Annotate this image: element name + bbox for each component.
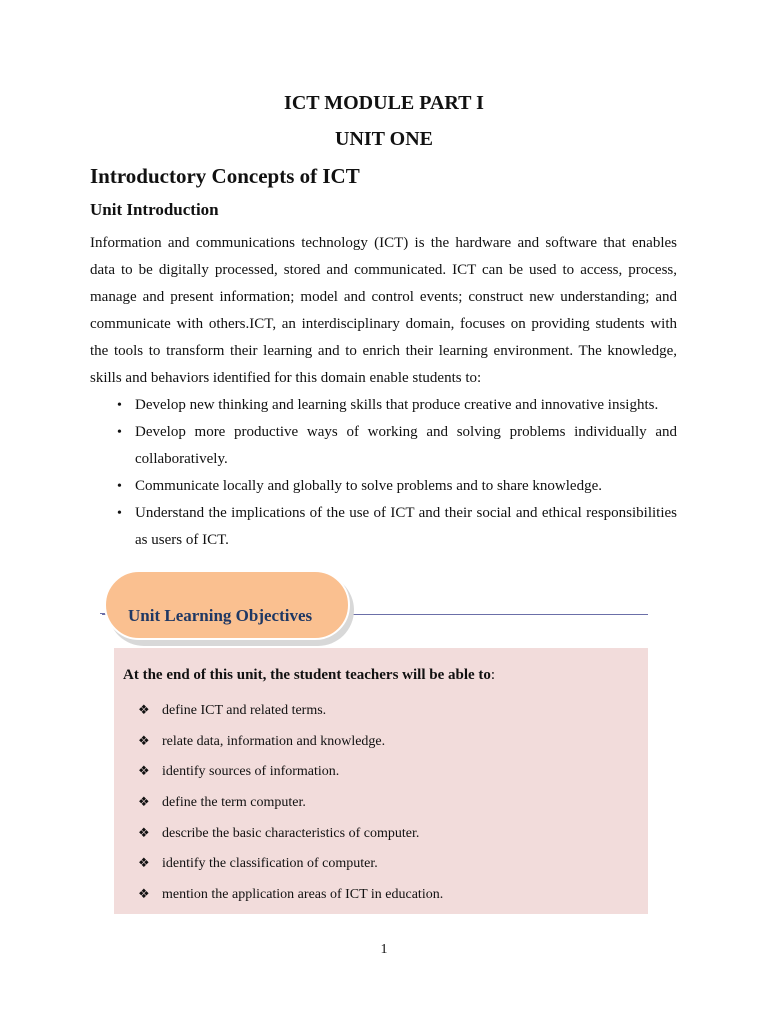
objectives-lead-colon: : xyxy=(490,667,496,683)
objective-item xyxy=(138,880,443,911)
objective-item xyxy=(138,757,443,788)
bullet-icon: • xyxy=(117,479,122,494)
list-item xyxy=(90,473,677,500)
list-item-text: Develop more productive ways of working and solving problems individually and collaboratively. xyxy=(135,424,677,467)
diamond-bullet-icon: ❖ xyxy=(138,764,150,780)
objective-item xyxy=(138,696,443,727)
intro-bullet-list xyxy=(90,392,677,554)
list-item xyxy=(90,500,677,554)
objective-text: mention the application areas of ICT in education. xyxy=(162,887,444,903)
diamond-bullet-icon: ❖ xyxy=(138,795,150,811)
list-item-text: Communicate locally and globally to solve problems and to share knowledge. xyxy=(135,478,602,494)
diamond-bullet-icon: ❖ xyxy=(138,733,150,749)
bullet-icon: • xyxy=(117,398,122,413)
diamond-bullet-icon: ❖ xyxy=(138,887,150,903)
objective-item xyxy=(138,849,443,880)
list-item xyxy=(90,419,677,473)
intro-paragraph: Information and communications technology (ICT) is the hardware and software that enables data to be digitally processed, stored and communicated. ICT can be used to access, process, manage and present information; model and control events; construct new understanding; and communicate with others.ICT, an interdisciplinary domain, focuses on providing students with the tools to transform their learning and to enrich their learning environment. The knowledge, skills and behaviors identified for this domain enable students to: xyxy=(90,235,677,386)
list-item-text: Develop new thinking and learning skills that produce creative and innovative insights. xyxy=(135,397,659,413)
objectives-banner xyxy=(104,570,350,640)
module-title: ICT MODULE PART I xyxy=(284,92,484,114)
list-item xyxy=(90,392,677,419)
objectives-lead-text xyxy=(123,667,495,684)
objective-item xyxy=(138,727,443,758)
diamond-bullet-icon: ❖ xyxy=(138,856,150,872)
section-heading: Introductory Concepts of ICT xyxy=(90,164,360,188)
objective-text: describe the basic characteristics of computer. xyxy=(162,825,420,841)
objective-text: identify sources of information. xyxy=(162,764,340,780)
objective-text: relate data, information and knowledge. xyxy=(162,733,386,749)
objective-text: define ICT and related terms. xyxy=(162,703,327,718)
bullet-icon: • xyxy=(117,506,122,521)
page-number: 1 xyxy=(380,942,388,957)
diamond-bullet-icon: ❖ xyxy=(138,825,150,841)
list-item-text: Understand the implications of the use of ICT and their social and ethical responsibilities as users of ICT. xyxy=(135,505,677,548)
objective-text: identify the classification of computer. xyxy=(162,856,378,872)
bullet-icon: • xyxy=(117,425,122,440)
unit-title: UNIT ONE xyxy=(335,128,433,150)
objective-item xyxy=(138,788,443,819)
diamond-bullet-icon: ❖ xyxy=(138,703,150,718)
unit-introduction-heading: Unit Introduction xyxy=(90,200,219,219)
objectives-lead-bold: At the end of this unit, the student teachers will be able to xyxy=(123,667,491,683)
objective-item xyxy=(138,819,443,850)
objectives-list xyxy=(138,696,443,911)
objective-text: define the term computer. xyxy=(162,795,306,811)
objectives-banner-label: Unit Learning Objectives xyxy=(128,606,313,625)
